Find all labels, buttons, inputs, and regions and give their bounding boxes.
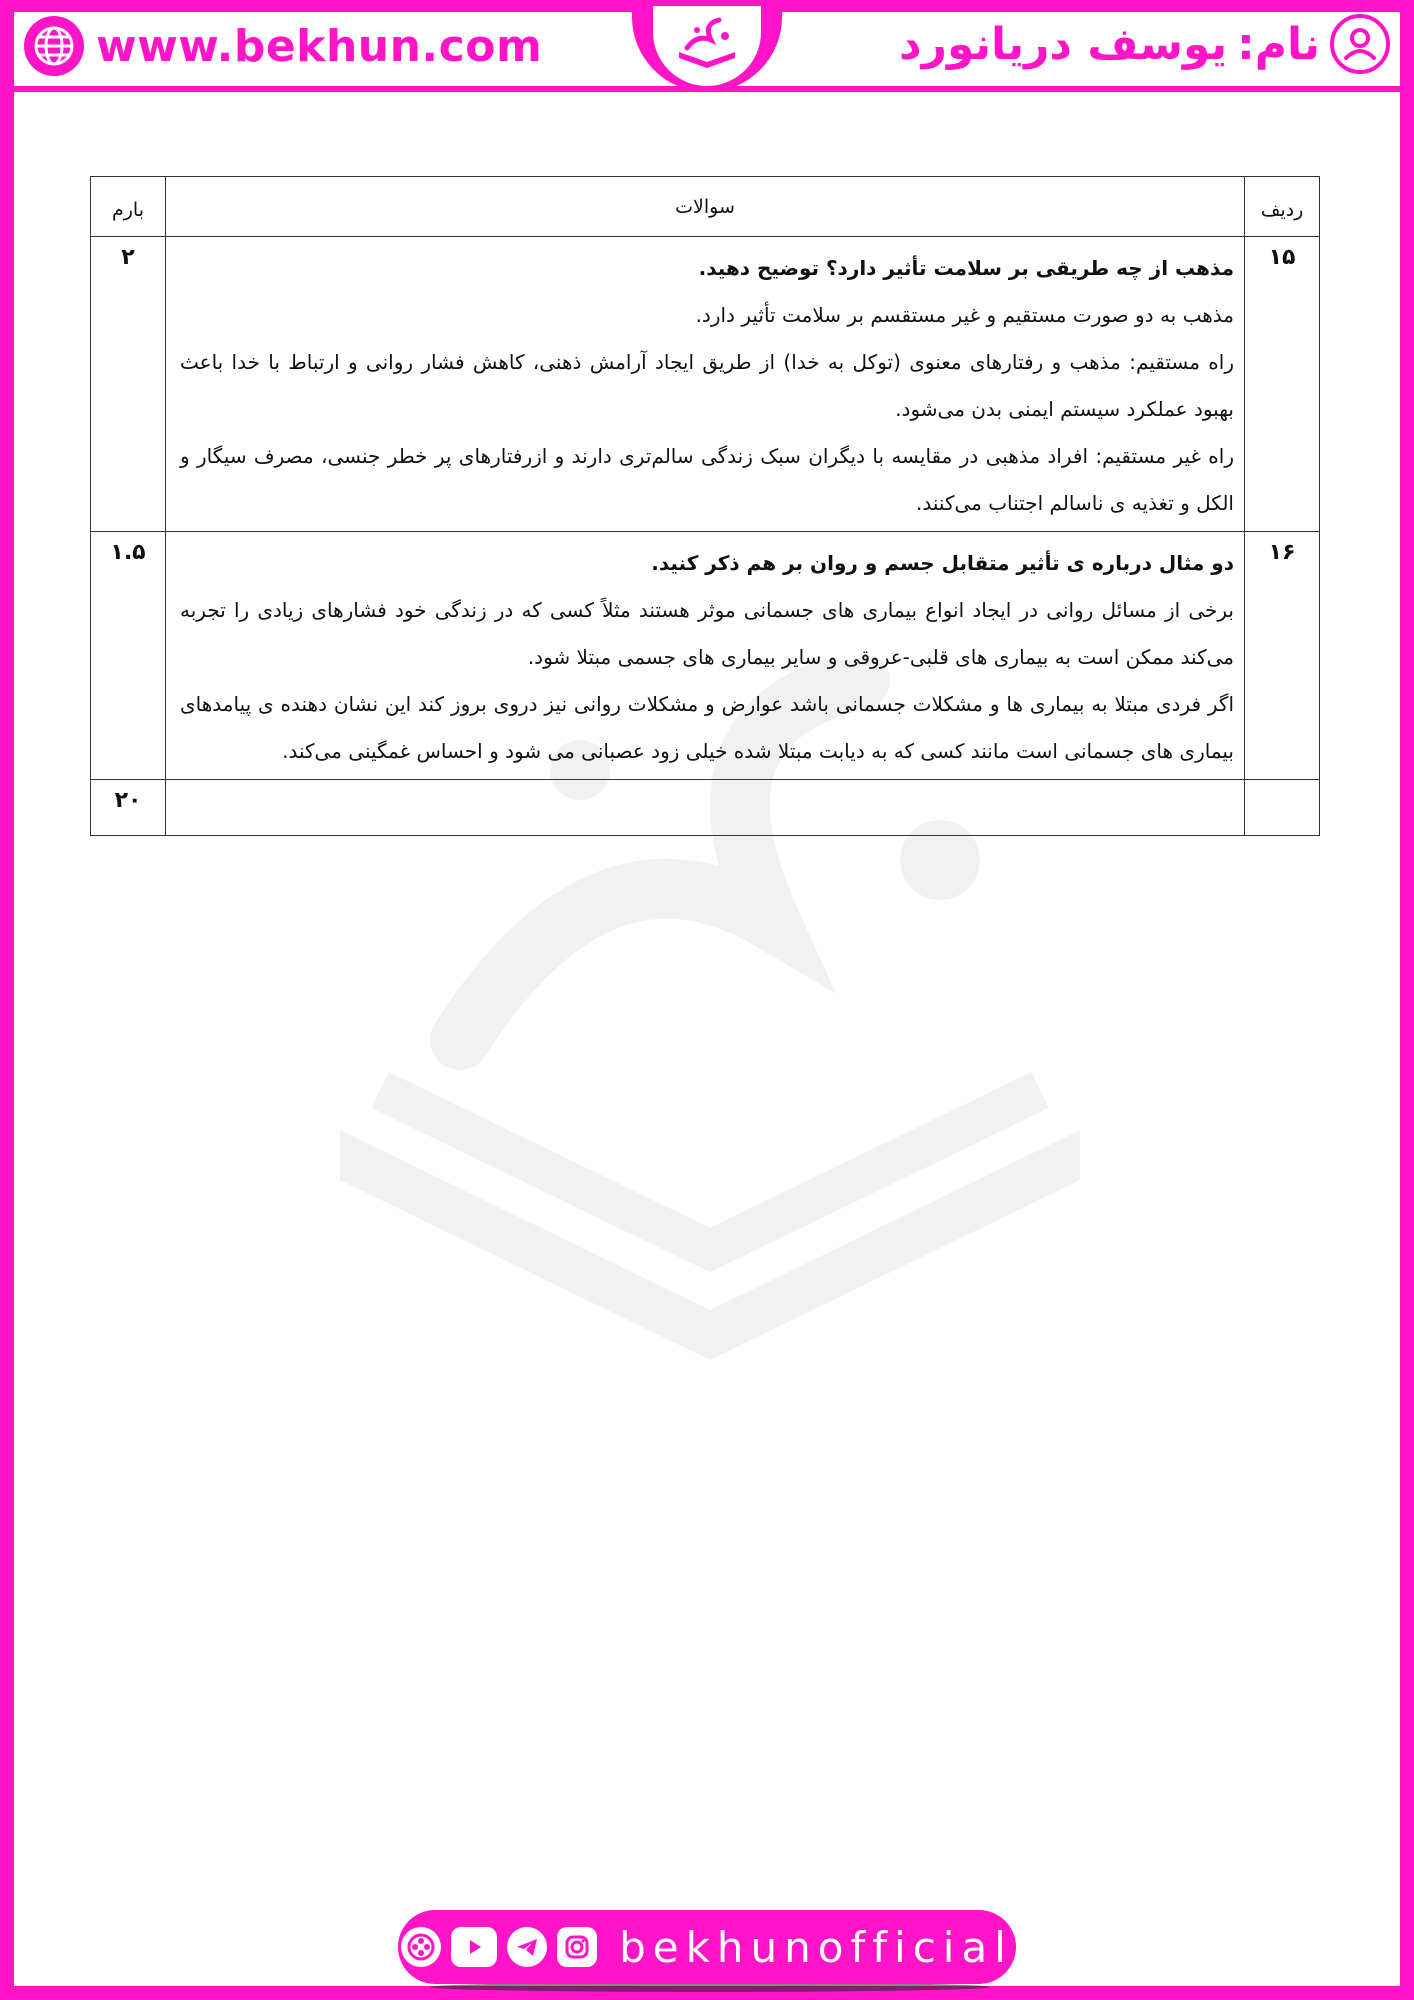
answer-line: برخی از مسائل روانی در ایجاد انواع بیماری های جسمانی موثر هستند مثلاً کسی که در زندگی خود فشارهای زیادی را تجربه می‌کند ممکن است به بیماری های قلبی-عروقی و سایر بیماری های جسمی مبتلا شود. <box>180 598 1234 669</box>
youtube-icon[interactable] <box>451 1927 497 1967</box>
answer-line: مذهب به دو صورت مستقیم و غیر مستقسم بر سلامت تأثیر دارد. <box>695 303 1234 327</box>
question-title: مذهب از چه طریقی بر سلامت تأثیر دارد؟ توضیح دهید. <box>698 256 1234 280</box>
film-reel-icon[interactable] <box>401 1927 441 1967</box>
name-value: یوسف دریانورد <box>899 18 1228 70</box>
question-cell <box>166 532 1245 780</box>
globe-icon <box>24 16 84 76</box>
exam-content <box>90 176 1320 836</box>
student-name <box>899 14 1390 74</box>
header-questions: سوالات <box>166 177 1245 237</box>
book-logo-icon <box>667 14 747 78</box>
table-row <box>91 532 1320 780</box>
answer-line: اگر فردی مبتلا به بیماری ها و مشکلات جسمانی باشد عوارض و مشکلات روانی نیز دروی بروز کند این نشان دهنده ی پیامدهای بیماری های جسمانی است مانند کسی که به دیابت مبتلا شده خیلی زود عصبانی می شود و احساس غمگینی می‌کند. <box>180 692 1234 763</box>
question-title: دو مثال درباره ی تأثیر متقابل جسم و روان بر هم ذکر کنید. <box>651 551 1234 575</box>
question-score: ۲ <box>91 237 166 532</box>
header-row-number: ردیف <box>1245 177 1320 237</box>
header-bar <box>0 0 1414 92</box>
social-footer <box>398 1910 1016 1984</box>
total-row <box>91 780 1320 836</box>
question-score: ۱.۵ <box>91 532 166 780</box>
questions-table <box>90 176 1320 836</box>
question-number: ۱۶ <box>1245 532 1320 780</box>
question-number: ۱۵ <box>1245 237 1320 532</box>
answer-line: راه مستقیم: مذهب و رفتارهای معنوی (توکل به خدا) از طریق ایجاد آرامش ذهنی، کاهش فشار روانی و ارتباط با خدا باعث بهبود عملکرد سیستم ایمنی بدن می‌شود. <box>180 350 1234 421</box>
instagram-icon[interactable] <box>557 1927 597 1967</box>
table-row <box>91 237 1320 532</box>
total-empty-cell <box>1245 780 1320 836</box>
table-header-row <box>91 177 1320 237</box>
question-cell <box>166 237 1245 532</box>
answer-line: راه غیر مستقیم: افراد مذهبی در مقایسه با دیگران سبک زندگی سالم‌تری دارند و ازرفتارهای پر خطر جنسی، مصرف سیگار و الکل و تغذیه ی ناسالم اجتناب می‌کنند. <box>180 444 1234 515</box>
total-score: ۲۰ <box>91 780 166 836</box>
telegram-icon[interactable] <box>507 1927 547 1967</box>
total-empty-cell <box>166 780 1245 836</box>
website-text: www.bekhun.com <box>96 20 543 72</box>
website-link[interactable] <box>24 16 542 76</box>
user-icon <box>1330 14 1390 74</box>
header-score: بارم <box>91 177 166 237</box>
name-label: نام: <box>1237 18 1320 70</box>
logo-badge <box>653 6 761 86</box>
social-handle[interactable]: bekhunofficial <box>619 1922 1013 1972</box>
